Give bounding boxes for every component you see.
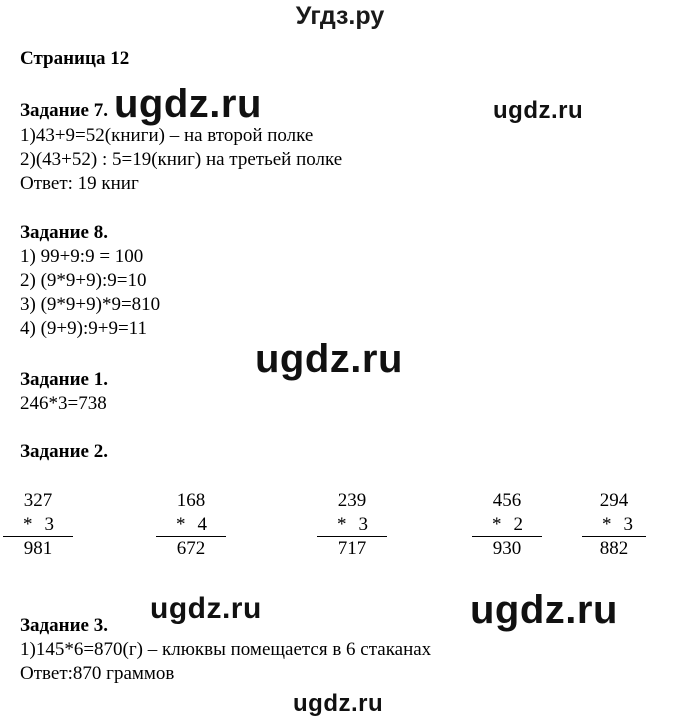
product: 672 xyxy=(176,538,206,559)
multiply-sign: * xyxy=(23,514,33,535)
watermark: ugdz.ru xyxy=(470,588,618,632)
multiplier-row xyxy=(3,513,73,536)
watermark: ugdz.ru xyxy=(493,97,584,124)
site-header: Угдз.ру xyxy=(295,2,385,30)
column-multiplication xyxy=(3,488,73,561)
multiplicand: 168 xyxy=(176,490,206,511)
multiplier-row xyxy=(472,513,542,536)
multiply-sign: * xyxy=(176,514,186,535)
column-multiplication xyxy=(156,488,226,561)
multiplicand: 327 xyxy=(23,490,53,511)
task7-line-1: 1)43+9=52(книги) – на второй полке xyxy=(20,125,314,146)
multiply-sign: * xyxy=(492,514,502,535)
task2-heading: Задание 2. xyxy=(20,441,108,462)
task7-line-2: 2)(43+52) : 5=19(книг) на третьей полке xyxy=(20,149,343,170)
task8-line-3: 3) (9*9+9)*9=810 xyxy=(20,294,161,315)
task3-heading: Задание 3. xyxy=(20,615,108,636)
multiplier: 3 xyxy=(44,514,54,535)
multiplicand: 239 xyxy=(337,490,367,511)
task3-answer: Ответ:870 граммов xyxy=(20,663,175,684)
product: 981 xyxy=(23,538,53,559)
watermark: ugdz.ru xyxy=(255,337,403,381)
multiplier-row xyxy=(317,513,387,536)
page-title: Страница 12 xyxy=(20,48,130,69)
watermark: ugdz.ru xyxy=(293,690,384,717)
task1-heading: Задание 1. xyxy=(20,369,108,390)
product: 930 xyxy=(492,538,522,559)
multiplier: 4 xyxy=(197,514,207,535)
watermark: ugdz.ru xyxy=(150,592,262,625)
multiplier: 3 xyxy=(358,514,368,535)
multiplicand: 294 xyxy=(599,490,629,511)
multiplier-row xyxy=(582,513,646,536)
multiplicand: 456 xyxy=(492,490,522,511)
task7-answer: Ответ: 19 книг xyxy=(20,173,139,194)
column-multiplication xyxy=(317,488,387,561)
task3-line-1: 1)145*6=870(г) – клюквы помещается в 6 стаканах xyxy=(20,639,432,660)
column-multiplication xyxy=(582,488,646,561)
product: 882 xyxy=(599,538,629,559)
task7-heading: Задание 7. xyxy=(20,100,108,121)
task8-line-1: 1) 99+9:9 = 100 xyxy=(20,246,144,267)
task8-heading: Задание 8. xyxy=(20,222,108,243)
task8-line-4: 4) (9+9):9+9=11 xyxy=(20,318,147,339)
multiply-sign: * xyxy=(337,514,347,535)
watermark: ugdz.ru xyxy=(114,82,262,126)
multiplier-row xyxy=(156,513,226,536)
product: 717 xyxy=(337,538,367,559)
task1-line-1: 246*3=738 xyxy=(20,393,107,414)
multiplier: 2 xyxy=(513,514,523,535)
multiplier: 3 xyxy=(623,514,633,535)
multiply-sign: * xyxy=(602,514,612,535)
task8-line-2: 2) (9*9+9):9=10 xyxy=(20,270,147,291)
column-multiplication xyxy=(472,488,542,561)
